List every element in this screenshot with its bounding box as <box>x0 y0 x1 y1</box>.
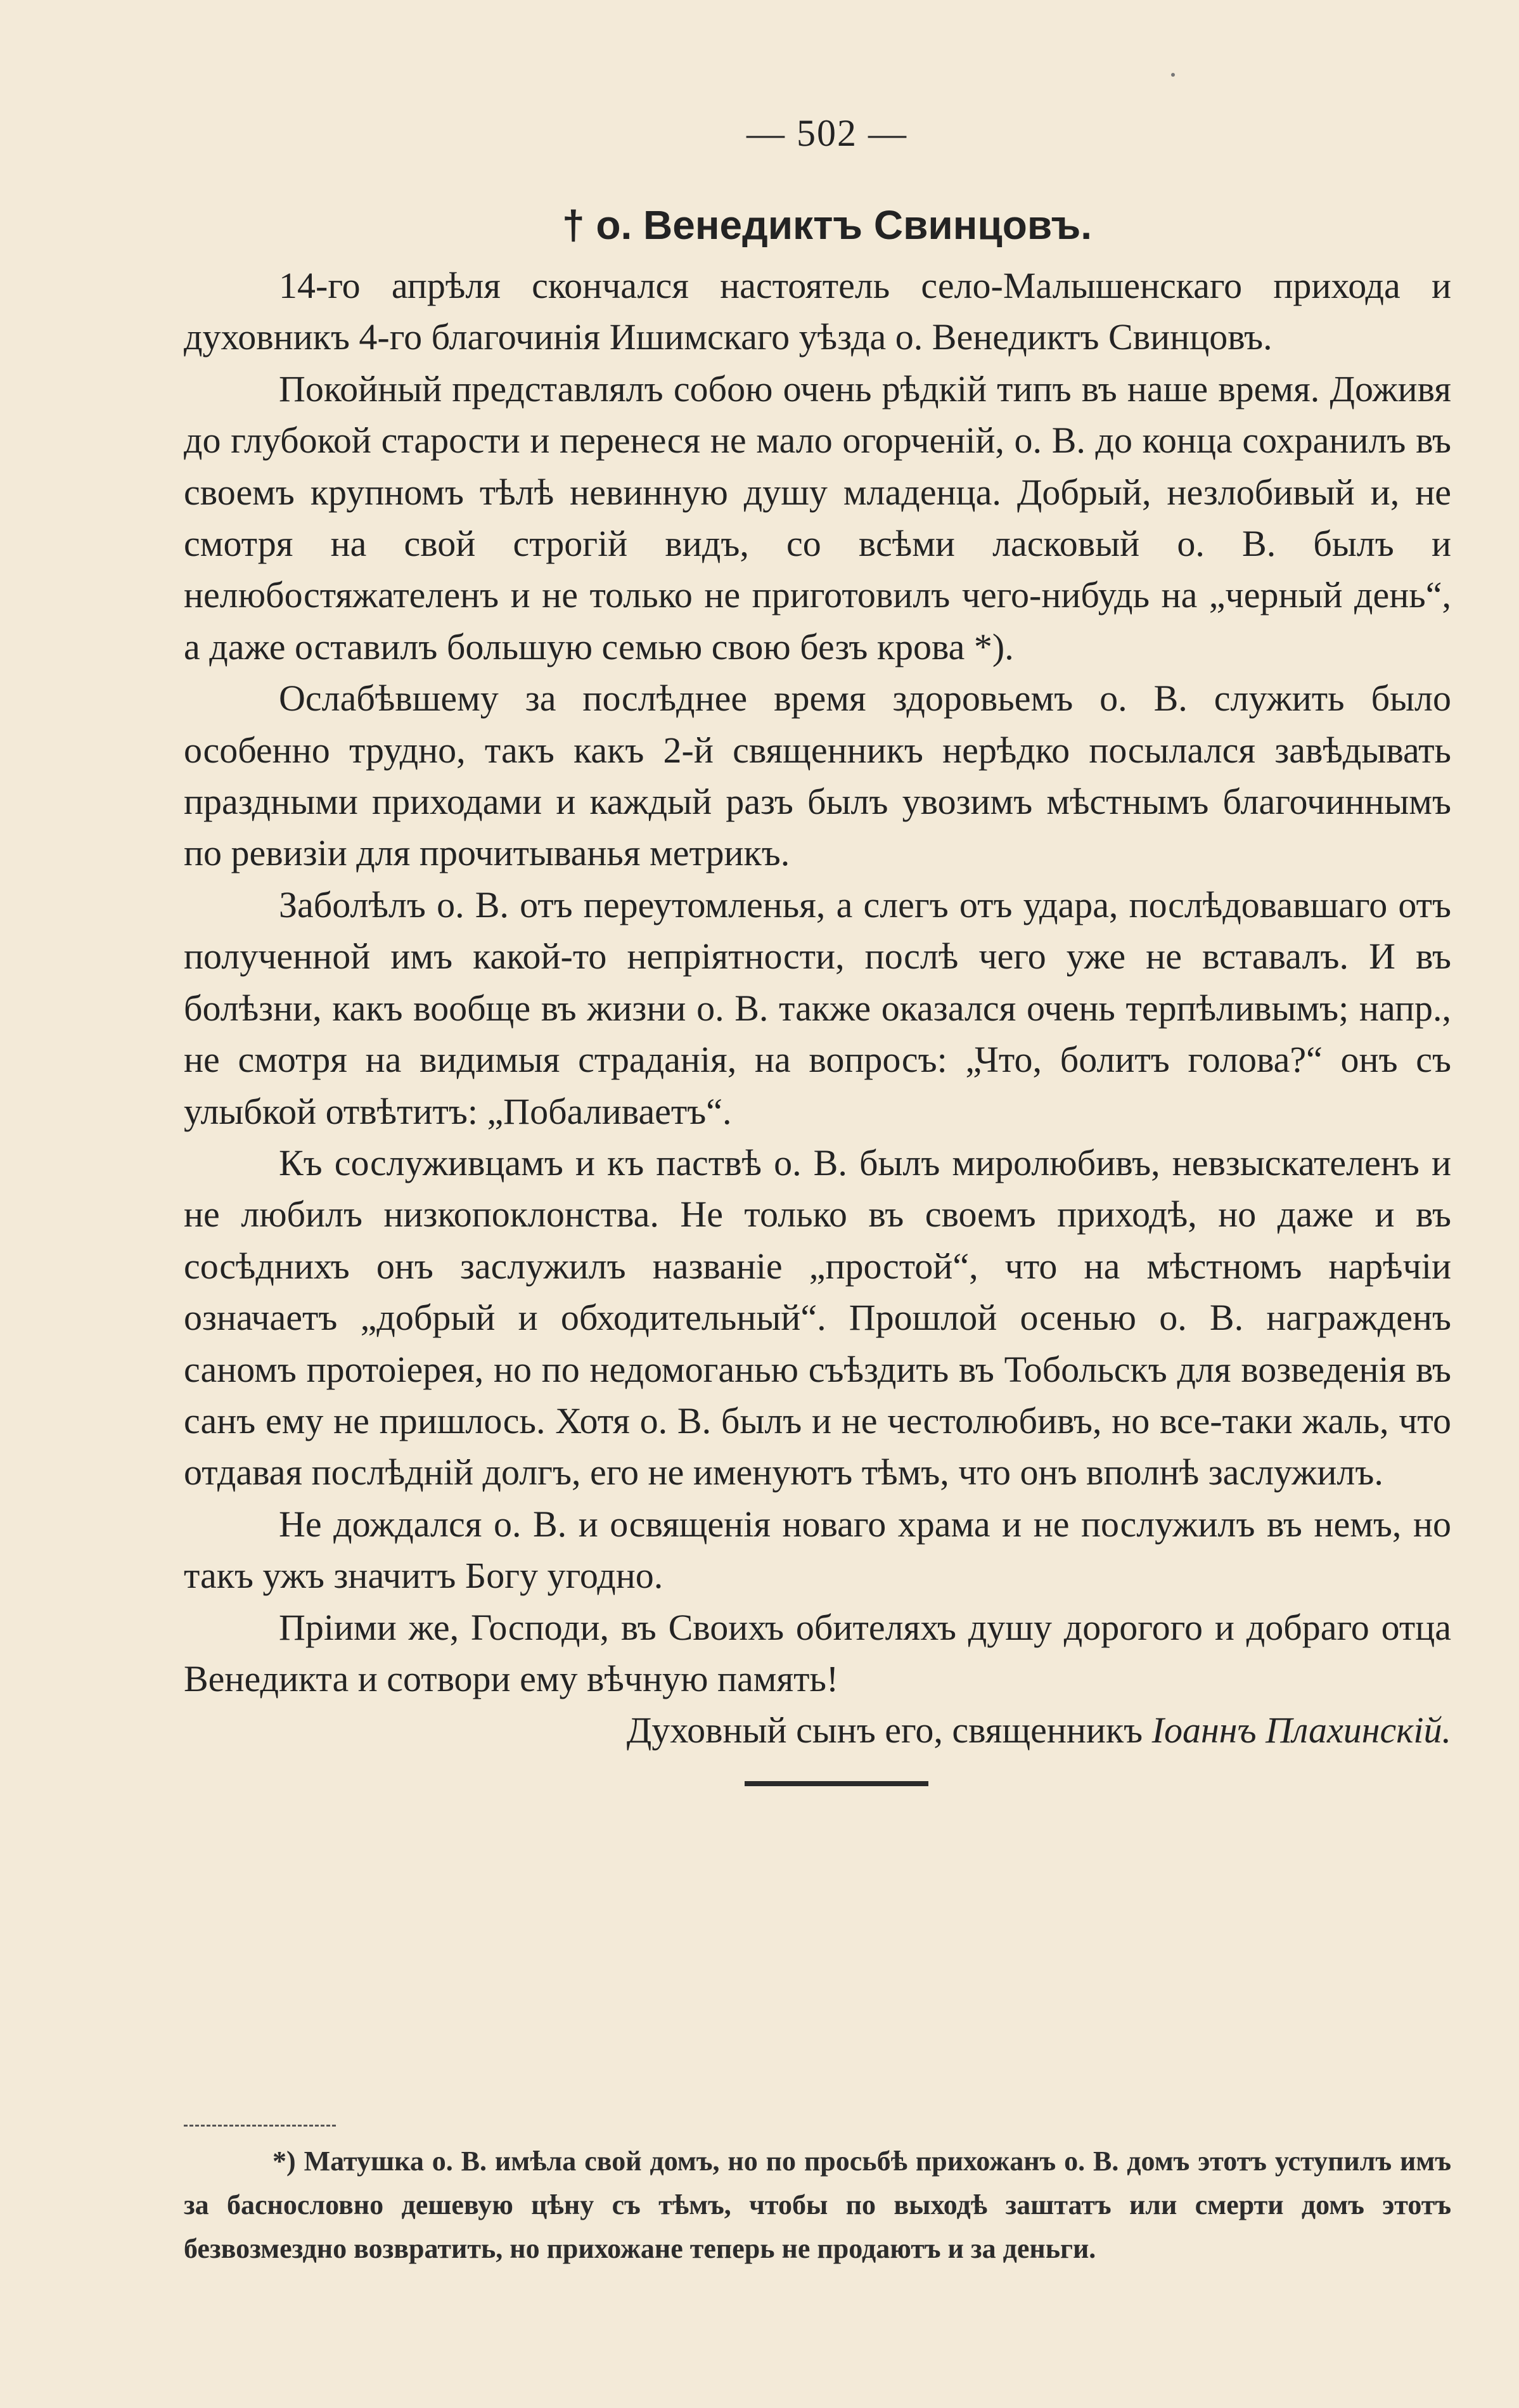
footnote-separator <box>184 2125 336 2127</box>
signature <box>184 1704 1451 1756</box>
article-title: † о. Венедиктъ Свинцовъ. <box>561 202 1093 248</box>
paragraph-4: Заболѣлъ о. В. отъ переутомленья, а слегъ отъ удара, послѣдовавшаго отъ полученной имъ какой-то непріятности, послѣ чего уже не вставалъ. И въ болѣзни, какъ вообще въ жизни о. В. также оказался очень терпѣливымъ; напр., не смотря на видимыя страданія, на вопросъ: „Что, болитъ голова?“ онъ съ улыбкой отвѣтитъ: „Побаливаетъ“. <box>184 884 1451 1132</box>
paragraph-2: Покойный представлялъ собою очень рѣдкій типъ въ наше время. Доживя до глубокой старости и перенеся не мало огорченій, о. В. до конца сохранилъ въ своемъ крупномъ тѣлѣ невинную душу младенца. Добрый, незлобивый и, не смотря на свой строгій видъ, со всѣми ласковый о. В. былъ и нелюбостяжателенъ и не только не приготовилъ чего-нибудь на „черный день“, а даже оставилъ большую семью свою безъ крова *). <box>184 368 1451 667</box>
page-number: — 502 — <box>747 112 907 154</box>
signature-name: Іоаннъ Плахинскій. <box>1151 1709 1451 1751</box>
footnote: *) Матушка о. В. имѣла свой домъ, но по просьбѣ прихожанъ о. В. домъ этотъ уступилъ имъ за баснословно дешевую цѣну съ тѣмъ, чтобы по выходѣ заштатъ или смерти домъ этотъ безвозмездно возвратить, но прихожане теперь не продаютъ и за деньги. <box>184 2146 1451 2264</box>
article-body <box>184 260 1451 1704</box>
signature-text: Духовный сынъ его, священникъ <box>626 1709 1152 1751</box>
closing-rule <box>745 1781 928 1786</box>
paragraph-5: Къ сослуживцамъ и къ паствѣ о. В. былъ миролюбивъ, невзыскателенъ и не любилъ низкопоклонства. Не только въ своемъ приходѣ, но даже и въ сосѣднихъ онъ заслужилъ названіе „простой“, что на мѣстномъ нарѣчіи означаетъ „добрый и обходительный“. Прошлой осенью о. В. награжденъ саномъ протоіерея, но по недомоганью съѣздить въ Тобольскъ для возведенія въ санъ ему не пришлось. Хотя о. В. былъ и не честолюбивъ, но все-таки жаль, что отдавая послѣдній долгъ, его не именуютъ тѣмъ, что онъ вполнѣ заслужилъ. <box>184 1142 1451 1493</box>
paragraph-1: 14-го апрѣля скончался настоятель село-Малышенскаго прихода и духовникъ 4-го благочинія Ишимскаго уѣзда о. Венедиктъ Свинцовъ. <box>184 265 1451 358</box>
paper-speck <box>1171 73 1175 77</box>
paragraph-6: Не дождался о. В. и освященія новаго храма и не послужилъ въ немъ, но такъ ужъ значитъ Богу угодно. <box>184 1503 1451 1597</box>
paragraph-3: Ослабѣвшему за послѣднее время здоровьемъ о. В. служить было особенно трудно, такъ какъ 2-й священникъ нерѣдко посылался завѣдывать праздными приходами и каждый разъ былъ увозимъ мѣстнымъ благочиннымъ по ревизіи для прочитыванья метрикъ. <box>184 678 1451 874</box>
page-content <box>184 101 1451 1786</box>
paragraph-7: Пріими же, Господи, въ Своихъ обителяхъ душу дорогого и добраго отца Венедикта и сотвори ему вѣчную память! <box>184 1606 1451 1699</box>
